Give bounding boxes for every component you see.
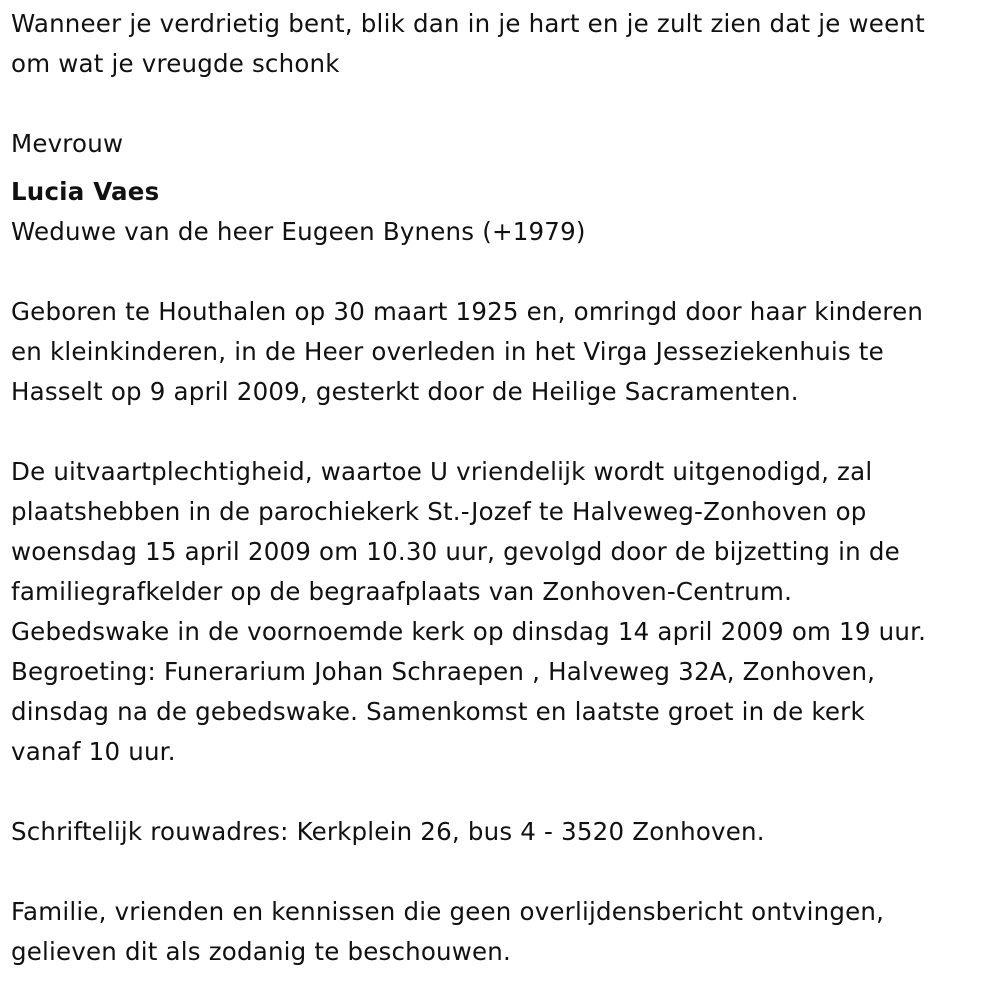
birth-death-paragraph (11, 292, 990, 412)
honorific: Mevrouw (11, 129, 124, 158)
birth-death-line: Geboren te Houthalen op 30 maart 1925 en, omringd door haar kinderen (11, 297, 924, 326)
deceased-name: Lucia Vaes (11, 177, 160, 206)
funeral-line: Begroeting: Funerarium Johan Schraepen , Halveweg 32A, Zonhoven, (11, 657, 876, 686)
funeral-paragraph (11, 452, 990, 772)
funeral-line: woensdag 15 april 2009 om 10.30 uur, gevolgd door de bijzetting in de (11, 537, 900, 566)
quote-paragraph (11, 4, 990, 84)
quote-line: Wanneer je verdrietig bent, blik dan in je hart en je zult zien dat je weent (11, 9, 925, 38)
funeral-line: Gebedswake in de voornoemde kerk op dinsdag 14 april 2009 om 19 uur. (11, 617, 927, 646)
mourning-address: Schriftelijk rouwadres: Kerkplein 26, bus 4 - 3520 Zonhoven. (11, 817, 765, 846)
birth-death-line: en kleinkinderen, in de Heer overleden in het Virga Jesseziekenhuis te (11, 337, 884, 366)
closing-paragraph (11, 892, 990, 972)
funeral-line: dinsdag na de gebedswake. Samenkomst en laatste groet in de kerk (11, 697, 865, 726)
relation-text: Weduwe van de heer Eugeen Bynens (+1979) (11, 217, 586, 246)
closing-line: Familie, vrienden en kennissen die geen overlijdensbericht ontvingen, (11, 897, 885, 926)
birth-death-line: Hasselt op 9 april 2009, gesterkt door de Heilige Sacramenten. (11, 377, 799, 406)
funeral-line: familiegrafkelder op de begraafplaats van Zonhoven-Centrum. (11, 577, 793, 606)
funeral-line: plaatshebben in de parochiekerk St.-Jozef te Halveweg-Zonhoven op (11, 497, 867, 526)
quote-line: om wat je vreugde schonk (11, 49, 340, 78)
funeral-line: vanaf 10 uur. (11, 737, 176, 766)
funeral-line: De uitvaartplechtigheid, waartoe U vriendelijk wordt uitgenodigd, zal (11, 457, 873, 486)
closing-line: gelieven dit als zodanig te beschouwen. (11, 937, 512, 966)
